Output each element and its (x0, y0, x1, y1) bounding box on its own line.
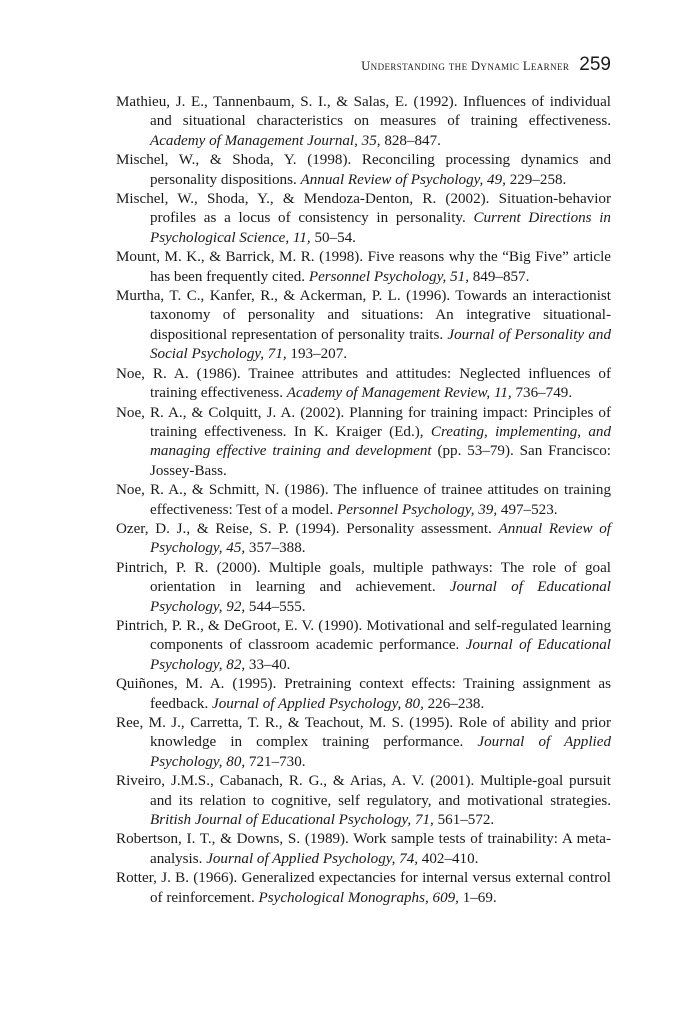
reference-pages: 33–40. (245, 656, 291, 673)
reference-pages: 721–730. (245, 753, 306, 770)
reference-entry (116, 559, 611, 617)
reference-text: Mischel, W., Shoda, Y., & Mendoza-Denton, R. (2002). Situation-behavior profiles as a locus of consistency in personality. (116, 191, 611, 227)
reference-entry (116, 190, 611, 248)
reference-entry (116, 675, 611, 714)
reference-list (116, 93, 611, 908)
reference-pages: 229–258. (505, 171, 567, 188)
reference-source: Creating, implementing, and managing effective training and development (150, 423, 611, 460)
reference-text: Rotter, J. B. (1966). Generalized expectancies for internal versus external control of reinforcement. (116, 870, 611, 906)
reference-source: Personnel Psychology, 51, (308, 268, 469, 285)
reference-entry (116, 365, 611, 404)
reference-pages: 736–749. (511, 385, 573, 402)
reference-entry (116, 520, 611, 559)
reference-entry (116, 481, 611, 520)
reference-source: Annual Review of Psychology, 49, (300, 171, 506, 188)
reference-pages: 402–410. (418, 850, 479, 867)
page-number: 259 (579, 54, 611, 75)
reference-source: Journal of Applied Psychology, 80, (150, 734, 611, 770)
reference-source: Journal of Applied Psychology, 80, (212, 695, 424, 712)
reference-source: British Journal of Educational Psychology, 71, (150, 812, 434, 829)
reference-entry (116, 287, 611, 365)
reference-text: Noe, R. A., & Schmitt, N. (1986). The influence of trainee attitudes on training effectiveness: Test of a model. (116, 482, 611, 518)
running-title: Understanding the Dynamic Learner (361, 59, 570, 73)
reference-text: Noe, R. A., & Colquitt, J. A. (2002). Planning for training impact: Principles of training effectiveness. In K. Kraiger (Ed.), (116, 404, 611, 440)
reference-text: Ozer, D. J., & Reise, S. P. (1994). Personality assessment. (116, 520, 499, 537)
reference-source: Journal of Personality and Social Psychology, 71, (150, 326, 611, 363)
reference-text: Pintrich, P. R., & DeGroot, E. V. (1990). Motivational and self-regulated learning components of classroom academic performance. (116, 617, 611, 654)
reference-source: Personnel Psychology, 39, (337, 501, 498, 518)
reference-entry (116, 714, 611, 772)
running-head (0, 54, 611, 76)
reference-entry (116, 772, 611, 830)
reference-entry (116, 248, 611, 287)
reference-pages: 50–54. (310, 229, 356, 246)
reference-text: Riveiro, J.M.S., Cabanach, R. G., & Arias, A. V. (2001). Multiple-goal pursuit and its relation to cognitive, self regulatory, and motivational strategies. (116, 773, 611, 809)
reference-text: Mischel, W., & Shoda, Y. (1998). Reconciling processing dynamics and personality dispositions. (116, 152, 611, 188)
reference-entry (116, 404, 611, 482)
reference-pages: 849–857. (468, 268, 530, 285)
reference-source: Journal of Educational Psychology, 92, (150, 579, 611, 615)
reference-source: Annual Review of Psychology, 45, (150, 520, 611, 557)
reference-entry (116, 93, 611, 151)
reference-pages: 193–207. (286, 346, 348, 363)
reference-pages: 561–572. (433, 812, 495, 829)
reference-entry (116, 869, 611, 908)
reference-entry (116, 830, 611, 869)
reference-pages: 497–523. (497, 501, 558, 518)
reference-pages: (pp. 53–79). San Francisco: Jossey-Bass. (150, 443, 611, 479)
reference-text: Mount, M. K., & Barrick, M. R. (1998). Five reasons why the “Big Five” article has been frequently cited. (116, 249, 611, 285)
reference-source: Current Directions in Psychological Science, 11, (150, 210, 611, 246)
reference-text: Quiñones, M. A. (1995). Pretraining context effects: Training assignment as feedback. (116, 676, 611, 712)
reference-entry (116, 617, 611, 675)
reference-source: Journal of Educational Psychology, 82, (150, 637, 611, 673)
reference-entry (116, 151, 611, 190)
reference-source: Journal of Applied Psychology, 74, (206, 850, 419, 867)
reference-text: Robertson, I. T., & Downs, S. (1989). Work sample tests of trainability: A meta-analysis. (116, 831, 611, 867)
reference-pages: 828–847. (380, 132, 441, 149)
reference-text: Pintrich, P. R. (2000). Multiple goals, multiple pathways: The role of goal orientation in learning and achievement. (116, 559, 611, 596)
reference-pages: 1–69. (458, 889, 497, 906)
reference-text: Noe, R. A. (1986). Trainee attributes and attitudes: Neglected influences of training effectiveness. (116, 365, 611, 402)
reference-source: Psychological Monographs, 609, (258, 889, 459, 906)
reference-pages: 357–388. (245, 540, 306, 557)
reference-source: Academy of Management Journal, 35, (150, 132, 381, 149)
reference-text: Ree, M. J., Carretta, T. R., & Teachout, M. S. (1995). Role of ability and prior knowledge in complex training performance. (116, 715, 611, 751)
reference-source: Academy of Management Review, 11, (286, 385, 512, 402)
reference-text: Mathieu, J. E., Tannenbaum, S. I., & Salas, E. (1992). Influences of individual and situational characteristics on measures of training effectiveness. (116, 94, 611, 130)
reference-text: Murtha, T. C., Kanfer, R., & Ackerman, P. L. (1996). Towards an interactionist taxonomy of personality and situations: An integrative situational-dispositional representation of personality traits. (116, 288, 611, 343)
reference-pages: 226–238. (423, 695, 485, 712)
reference-pages: 544–555. (245, 598, 306, 615)
